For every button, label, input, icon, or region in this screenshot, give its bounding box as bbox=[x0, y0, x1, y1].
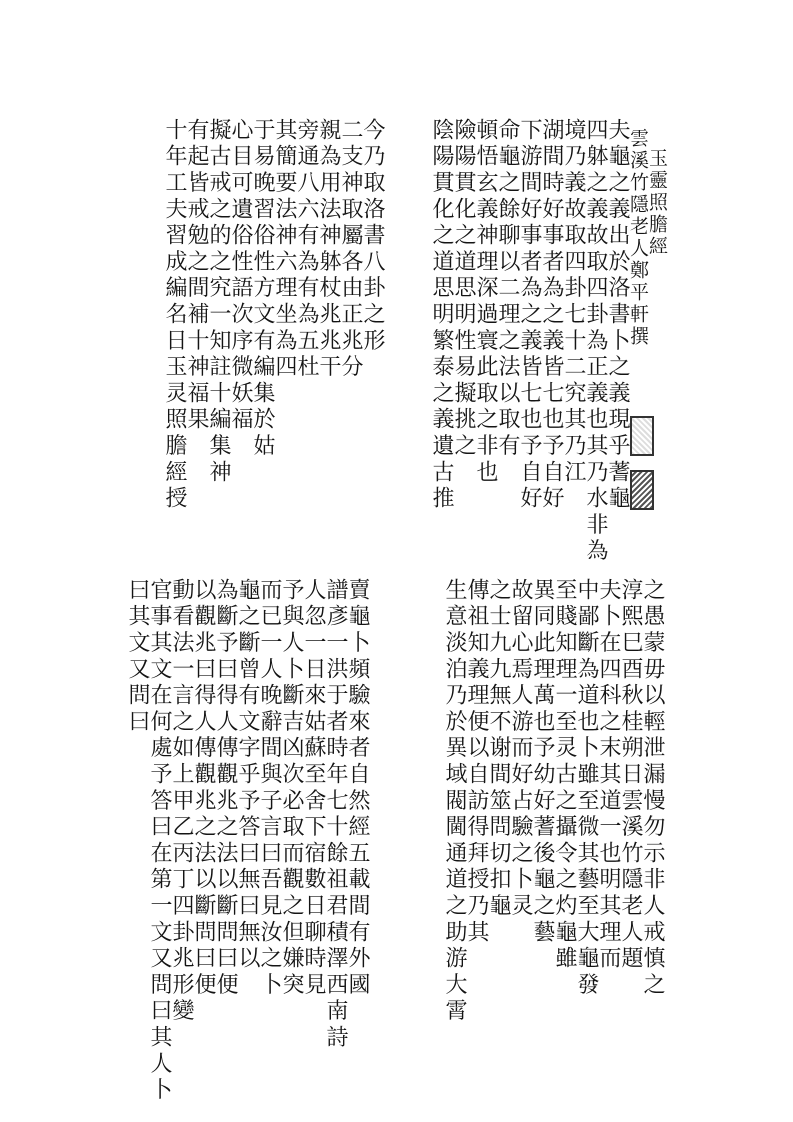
top-right-text-block bbox=[408, 118, 668, 566]
text-column: 以觀兆曰得人傳觀兆之法以斷問曰便 bbox=[191, 578, 216, 999]
text-column: 予與人卜斷吉凶次必取而觀之但嫌突 bbox=[279, 578, 304, 999]
text-column: 境乃義故取四卦七十二究其乃江 bbox=[561, 118, 586, 487]
red-seal-stamp bbox=[630, 470, 654, 510]
text-column: 曰其文又問曰 bbox=[125, 578, 150, 736]
text-column: 異同此理萬也予幼好蓍後龜之藝 bbox=[530, 578, 555, 947]
text-column: 其簡要法神六理坐為四 bbox=[272, 118, 297, 381]
bottom-right-text-block bbox=[405, 578, 665, 1026]
text-column: 譜彥一洪于者時年七十餘祖君積澤西南詩 bbox=[323, 578, 348, 1052]
text-column: 擬古戒之的之究一知註十編集神 bbox=[206, 118, 231, 487]
text-column: 旁通八六有為有為五杜 bbox=[294, 118, 319, 381]
text-column: 有起皆戒勉之間補十神福果 bbox=[184, 118, 209, 434]
text-column: 生意淡泊乃於異域閥閫通道之助游大霄 bbox=[442, 578, 467, 1026]
text-column: 故留心焉人游而好占驗之卜灵 bbox=[508, 578, 533, 920]
text-column: 夫卜在四科之末其道一也明其理而 bbox=[596, 578, 621, 973]
text-column: 命龜之餘聊以二理之法以取有 bbox=[495, 118, 520, 460]
text-column: 于易晚習俗性方文有編集於姑 bbox=[250, 118, 275, 460]
text-column: 夫龜之義出於洛書卜之義現乎蓍龜 bbox=[605, 118, 630, 513]
text-column: 頓悟玄義神理深過寰此取之非也 bbox=[473, 118, 498, 487]
author-line: 雲溪竹隱老人鄭平軒撰 bbox=[627, 128, 649, 348]
text-column: 親為用法神躰杖兆兆干 bbox=[316, 118, 341, 381]
text-column: 傳祖知義理便以自訪得拜授乃其 bbox=[464, 578, 489, 947]
text-column: 中鄙斷為道也卜雖至微其藝至大龜發 bbox=[574, 578, 599, 999]
text-column: 四躰之義故取四卦為正義也其乃水非為 bbox=[583, 118, 608, 566]
text-column: 至賤知理一至灵古之攝令之灼龜雖 bbox=[552, 578, 577, 973]
text-column: 下游間好事者為之義皆七也予自好 bbox=[517, 118, 542, 513]
text-column: 人忽一日來姑蘇至舍下宿數日聊時見 bbox=[301, 578, 326, 999]
text-column: 湖間時好事者為之義皆七也予自好 bbox=[539, 118, 564, 513]
bottom-left-text-block bbox=[118, 578, 370, 1104]
text-column: 今乃取洛書八卦之形 bbox=[360, 118, 385, 355]
text-column: 之士九九無不谢間筮問切扣龜 bbox=[486, 578, 511, 920]
text-column: 龜之斷曾有文字乎予答曰無曰無以 bbox=[235, 578, 260, 973]
red-seal-stamp bbox=[630, 416, 654, 456]
text-column: 險陽貫化之道思明性易擬挑之 bbox=[451, 118, 476, 460]
text-column: 心目可遺俗性語次序微妖福 bbox=[228, 118, 253, 434]
text-column: 動看法一言之如上甲乙丙丁四卦兆形變 bbox=[169, 578, 194, 1026]
text-column: 官事其文在何處予答曰在第一文又問曰其人卜 bbox=[147, 578, 172, 1104]
text-column: 陰陽貫化之道思明繁泰之義遺古推 bbox=[429, 118, 454, 513]
text-column: 淳熙巳酉秋桂朔日雲溪竹隱老人題 bbox=[618, 578, 643, 973]
top-left-text-block bbox=[135, 118, 383, 548]
text-column: 十年工夫習成編名日玉灵照膽經授 bbox=[162, 118, 187, 513]
text-column: 之愚蒙毋以輕泄漏慢勿示非人戒慎之 bbox=[640, 578, 665, 999]
text-column: 賣龜卜頻驗來者自然經五載間有外國 bbox=[345, 578, 370, 999]
text-column: 二支神取屬各由正兆分 bbox=[338, 118, 363, 381]
book-title: 玉靈照膽經 bbox=[646, 148, 668, 258]
text-column: 為斷予曰得人傳觀兆之法以斷問曰便 bbox=[213, 578, 238, 999]
text-column: 而已一人晚辭間與子言曰吾見汝之卜 bbox=[257, 578, 282, 999]
